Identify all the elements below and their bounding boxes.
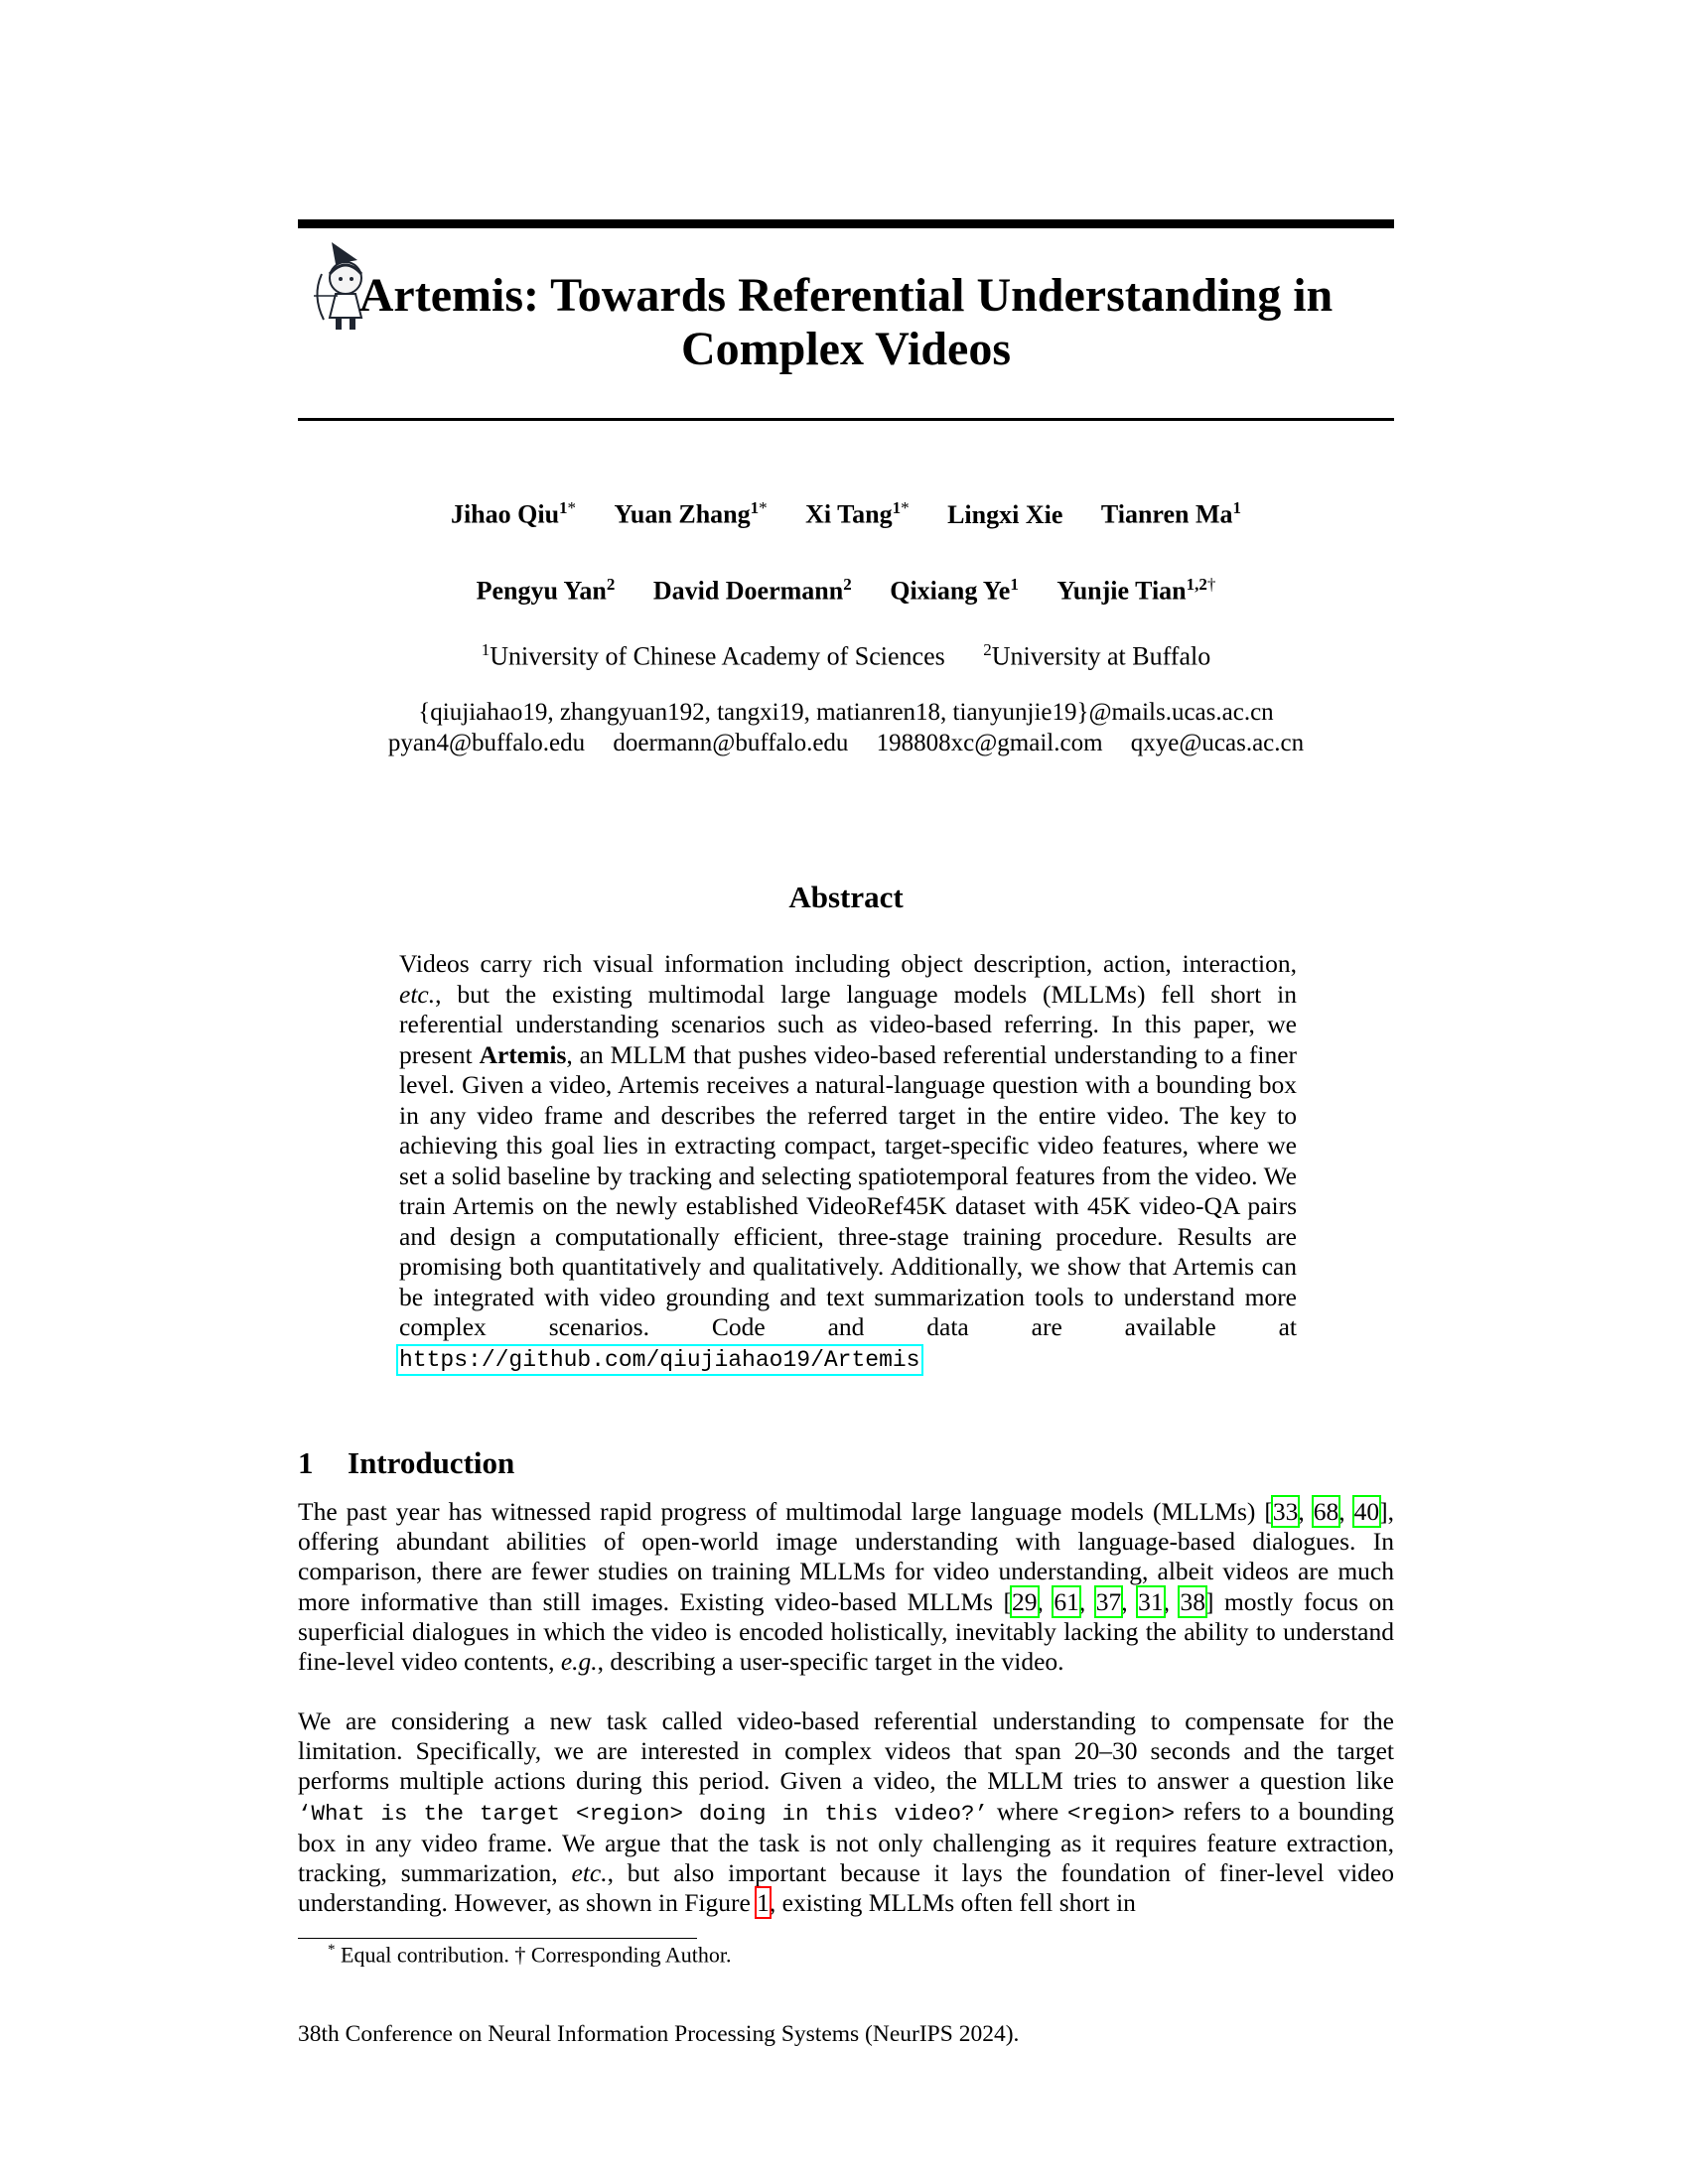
- abstract-heading: Abstract: [788, 880, 904, 914]
- author: Jihao Qiu$^{1*}$: [450, 498, 577, 529]
- author: Pengyu Yan$^2$: [476, 575, 616, 606]
- author: Yuan Zhang$^{1*}$: [614, 498, 768, 529]
- paper-title-line-2: Complex Videos: [680, 323, 1011, 375]
- footnote-rule: [298, 1938, 697, 1939]
- author: Tianren Ma$^1$: [1100, 498, 1242, 529]
- affiliation: $^2$University at Buffalo: [983, 640, 1211, 671]
- venue-line: 38th Conference on Neural Information Processing Systems (NeurIPS 2024).: [298, 2021, 1020, 2047]
- citation-link[interactable]: 40: [1353, 1497, 1380, 1526]
- abstract-text: Videos carry rich visual information including object description, action, interaction, etc., but the existing multimodal large language models (MLLMs) fell short in referential understanding scenarios such as video-based referring. In this paper, we present Artemis, an MLLM that pushes video-based referential understanding to a finer level. Given a video, Artemis receives a natural-language question with a bounding box in any video frame and describes the referred target in the entire video. The key to achieving this goal lies in extracting compact, target-specific video features, where we set a solid baseline by tracking and selecting spatiotemporal features from the video. We train Artemis on the newly established VideoRef45K dataset with 45K video-QA pairs and design a computationally efficient, three-stage training procedure. Results are promising both quantitatively and qualitatively. Additionally, we show that Artemis can be integrated with video grounding and text summarization tools to understand more complex scenarios. Code and data are available at https://github.com/qiujiahao19/Artemis: [399, 949, 1298, 1373]
- citation-link[interactable]: 33: [1272, 1497, 1299, 1526]
- paper-title-line-1: Artemis: Towards Referential Understanding in: [358, 269, 1334, 322]
- email-line-2: [298, 728, 1394, 758]
- author-list-row-1: [298, 492, 1394, 531]
- email: qxye@ucas.ac.cn: [1130, 730, 1305, 756]
- intro-paragraph-2: We are considering a new task called video-based referential understanding to compensate for the limitation. Specifically, we are interested in complex videos that span 20–30 seconds and the target performs multiple actions during this period. Given a video, the MLLM tries to answer a question like ‘What is the target <region> doing in this video?’ where <region> refers to a bounding box in any video frame. We argue that the task is not only challenging as it requires feature extraction, tracking, summarization, etc., but also important because it lays the foundation of finer-level video understanding. However, as shown in Figure 1, existing MLLMs often fell short in: [298, 1706, 1395, 1918]
- author-list-row-2: [298, 569, 1394, 608]
- email-line-1: {qiujiahao19, zhangyuan192, tangxi19, matianren18, tianyunjie19}@mails.ucas.ac.cn: [418, 699, 1274, 726]
- citation-link[interactable]: 68: [1313, 1497, 1339, 1526]
- affiliations: [298, 634, 1394, 673]
- citation-link[interactable]: 61: [1054, 1586, 1079, 1616]
- citation-link[interactable]: 29: [1012, 1586, 1038, 1616]
- email: pyan4@buffalo.edu: [387, 730, 586, 756]
- section-heading: 1 Introduction: [298, 1445, 515, 1480]
- citation-link[interactable]: 37: [1095, 1586, 1122, 1616]
- email: 198808xc@gmail.com: [876, 730, 1103, 756]
- author: Yunjie Tian$^{1,2\dagger}$: [1056, 575, 1216, 606]
- author: David Doermann$^2$: [652, 575, 852, 606]
- author: Xi Tang$^{1*}$: [805, 498, 910, 529]
- footnote: * Equal contribution. † Corresponding Author.: [328, 1942, 732, 1968]
- figure-ref-link[interactable]: 1: [757, 1888, 770, 1918]
- citation-link[interactable]: 31: [1138, 1586, 1164, 1616]
- intro-paragraph-1: The past year has witnessed rapid progress of multimodal large language models (MLLMs) [33, 68, 40], offering abundant abilities of open-world image understanding with language-based dialogues. In comparison, there are fewer studies on training MLLMs for video understanding, albeit videos are much more informative than still images. Existing video-based MLLMs [29, 61, 37, 31, 38] mostly focus on superficial dialogues in which the video is encoded holistically, inevitably lacking the ability to understand fine-level video contents, e.g., describing a user-specific target in the video.: [298, 1497, 1395, 1677]
- author: Lingxi Xie: [947, 499, 1063, 529]
- code-link[interactable]: https://github.com/qiujiahao19/Artemis: [399, 1346, 920, 1373]
- citation-link[interactable]: 38: [1180, 1586, 1205, 1616]
- title-bottom-rule: [298, 418, 1394, 421]
- title-top-rule: [298, 219, 1394, 228]
- email: doermann@buffalo.edu: [613, 730, 849, 756]
- author: Qixiang Ye$^1$: [890, 575, 1019, 606]
- affiliation: $^1$University of Chinese Academy of Sciences: [481, 640, 945, 671]
